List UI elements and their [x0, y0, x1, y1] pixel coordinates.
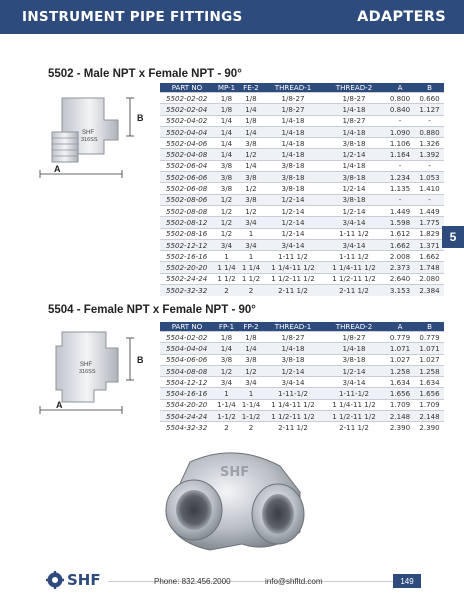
table-cell: 3/4	[239, 377, 263, 388]
table-cell: 3/8-18	[263, 183, 323, 194]
table-cell: 1/2	[214, 194, 239, 205]
table-cell: 1.258	[385, 365, 415, 376]
table-cell: 3/8	[214, 172, 239, 183]
table-cell: 1/2-14	[263, 365, 323, 376]
section-tab: 5	[442, 226, 464, 248]
table-cell: 1.027	[415, 354, 444, 365]
header-title-left: INSTRUMENT PIPE FITTINGS	[22, 9, 243, 25]
table-row	[160, 194, 444, 205]
table-cell: 1-1/2	[239, 411, 263, 422]
table-cell: 1.410	[415, 183, 444, 194]
table-cell: 1/2	[214, 217, 239, 228]
table-cell: 1-11 1/2	[263, 251, 323, 262]
table-cell: 2.373	[385, 262, 415, 273]
table-cell: 3/8	[214, 183, 239, 194]
table-cell: 5502-20-20	[160, 262, 214, 273]
table-cell: 5504-08-08	[160, 365, 214, 376]
column-header: A	[385, 83, 415, 93]
table-row	[160, 332, 444, 343]
table-cell: 1.127	[415, 104, 444, 115]
table-cell: 1/2-14	[323, 365, 385, 376]
table-cell: 1 1/2-11 1/2	[263, 411, 323, 422]
table-cell: 1	[239, 228, 263, 239]
table-cell: 3/8-18	[323, 194, 385, 205]
table-row	[160, 388, 444, 399]
table-cell: 1.071	[385, 343, 415, 354]
table-cell: 5502-04-04	[160, 126, 214, 137]
table-cell: 5502-02-04	[160, 104, 214, 115]
table-cell: 1.662	[415, 251, 444, 262]
table-cell: 2.390	[415, 422, 444, 433]
table-cell: 1/4	[239, 160, 263, 171]
table-cell: 1.326	[415, 138, 444, 149]
table-cell: 2	[239, 422, 263, 433]
table-cell: 1.598	[385, 217, 415, 228]
table-cell: 1-1/4	[239, 399, 263, 410]
table-cell: 1.090	[385, 126, 415, 137]
table-cell: 1.634	[385, 377, 415, 388]
table-row	[160, 126, 444, 137]
table-header-row	[160, 322, 444, 332]
table-cell: 1.258	[415, 365, 444, 376]
table-cell: 1/8-27	[263, 104, 323, 115]
gear-logo-icon	[46, 571, 64, 589]
table-cell: 1/8-27	[263, 93, 323, 104]
table-cell: 1-11-1/2	[263, 388, 323, 399]
table-cell: 1/4-18	[323, 160, 385, 171]
table-cell: 0.840	[385, 104, 415, 115]
table-header-row	[160, 83, 444, 93]
table-cell: -	[385, 194, 415, 205]
table-cell: -	[415, 194, 444, 205]
table-cell: 1/4-18	[263, 343, 323, 354]
table-cell: 5504-24-24	[160, 411, 214, 422]
table-cell: 2-11 1/2	[263, 422, 323, 433]
table-cell: 1 1/4-11 1/2	[263, 262, 323, 273]
table-cell: 1/4-18	[263, 149, 323, 160]
column-header: A	[385, 322, 415, 332]
table-cell: 1 1/4-11 1/2	[323, 399, 385, 410]
table-cell: -	[385, 115, 415, 126]
table-cell: 5504-02-02	[160, 332, 214, 343]
table-cell: 1/4-18	[323, 104, 385, 115]
table-cell: 5502-24-24	[160, 273, 214, 284]
table-cell: 5502-02-02	[160, 93, 214, 104]
column-header: FP-1	[214, 322, 239, 332]
table-row	[160, 149, 444, 160]
table-cell: 5502-06-04	[160, 160, 214, 171]
table-row	[160, 399, 444, 410]
table-cell: 5504-20-20	[160, 399, 214, 410]
column-header: FP-2	[239, 322, 263, 332]
table-cell: 1/8	[214, 93, 239, 104]
table-cell: 1/2	[214, 365, 239, 376]
dimension-a-label: A	[54, 164, 61, 174]
table-row	[160, 228, 444, 239]
column-header: B	[415, 322, 444, 332]
table-cell: 1/2	[214, 205, 239, 216]
table-row	[160, 104, 444, 115]
table-row	[160, 262, 444, 273]
table-cell: 2.148	[385, 411, 415, 422]
table-cell: 5504-12-12	[160, 377, 214, 388]
table-cell: 1 1/2-11 1/2	[323, 411, 385, 422]
table-cell: 2.384	[415, 285, 444, 296]
table-cell: 1.634	[415, 377, 444, 388]
table-cell: 5502-32-32	[160, 285, 214, 296]
table-cell: 1-1/4	[214, 399, 239, 410]
table-cell: 3/4-14	[263, 377, 323, 388]
table-cell: 1/2	[239, 149, 263, 160]
table-cell: 3/8	[239, 172, 263, 183]
figure-brand-text: SHF	[80, 362, 92, 368]
column-header: THREAD-2	[323, 83, 385, 93]
table-cell: 1/8	[239, 115, 263, 126]
table-cell: 1 1/2-11 1/2	[323, 273, 385, 284]
page-number: 149	[393, 574, 421, 588]
footer-rule	[108, 581, 393, 582]
table-cell: 1/4	[214, 149, 239, 160]
table-cell: 1.662	[385, 239, 415, 250]
table-cell: 3/8	[214, 160, 239, 171]
footer	[0, 566, 464, 596]
elbow-5502-drawing	[36, 92, 152, 180]
table-row	[160, 377, 444, 388]
table-cell: 1.775	[415, 217, 444, 228]
column-header: PART NO	[160, 83, 214, 93]
table-cell: 1/4-18	[263, 126, 323, 137]
column-header: THREAD-1	[263, 83, 323, 93]
table-cell: 3/4	[214, 377, 239, 388]
table-cell: 1/8-27	[263, 332, 323, 343]
figure-brand-text: SHF	[82, 130, 94, 136]
table-cell: 1.234	[385, 172, 415, 183]
table-cell: 2-11 1/2	[263, 285, 323, 296]
table-cell: 1/8	[239, 93, 263, 104]
table-cell: -	[415, 115, 444, 126]
table-cell: 1	[239, 251, 263, 262]
table-cell: 1/8	[239, 332, 263, 343]
column-header: THREAD-2	[323, 322, 385, 332]
table-cell: -	[415, 160, 444, 171]
table-row	[160, 365, 444, 376]
table-cell: 1.135	[385, 183, 415, 194]
footer-logo-text: SHF	[67, 571, 101, 589]
table-cell: 3/8	[214, 354, 239, 365]
table-row	[160, 354, 444, 365]
table-cell: 1/4	[239, 343, 263, 354]
table-cell: 3/8-18	[323, 354, 385, 365]
table-cell: 3/4-14	[323, 239, 385, 250]
table-cell: 1.656	[385, 388, 415, 399]
table-cell: 3/8	[239, 354, 263, 365]
table-cell: 2	[214, 285, 239, 296]
table-cell: 3/8-18	[323, 172, 385, 183]
table-cell: 1.748	[415, 262, 444, 273]
table-row	[160, 183, 444, 194]
table-cell: 1/4-18	[263, 115, 323, 126]
column-header: FE-2	[239, 83, 263, 93]
table-cell: 1/2-14	[323, 149, 385, 160]
table-row	[160, 205, 444, 216]
table-row	[160, 93, 444, 104]
table-cell: 1/4-18	[263, 138, 323, 149]
table-cell: 2	[239, 285, 263, 296]
table-cell: 1/2-14	[263, 205, 323, 216]
footer-email[interactable]: info@shfltd.com	[265, 577, 323, 586]
table-cell: 5504-06-06	[160, 354, 214, 365]
table-row	[160, 217, 444, 228]
table-cell: 1.449	[385, 205, 415, 216]
table-cell: 1/4-18	[323, 343, 385, 354]
table-cell: 5502-12-12	[160, 239, 214, 250]
dimension-b-label: B	[137, 113, 144, 123]
table-cell: 5504-04-04	[160, 343, 214, 354]
header-bar	[0, 0, 464, 34]
elbow-5504-drawing	[36, 328, 152, 416]
table-cell: 3/4-14	[323, 217, 385, 228]
table-cell: 1/8-27	[323, 332, 385, 343]
dimension-a-label: A	[56, 400, 63, 410]
table-cell: 1.656	[415, 388, 444, 399]
table-cell: 5502-08-08	[160, 205, 214, 216]
table-cell: 5502-04-02	[160, 115, 214, 126]
table-cell: 1.027	[385, 354, 415, 365]
column-header: PART NO	[160, 322, 214, 332]
table-cell: 1/8-27	[323, 115, 385, 126]
photo-brand-mark: SHF	[220, 465, 250, 480]
spec-table-5504	[160, 322, 444, 433]
table-cell: 2.640	[385, 273, 415, 284]
table-cell: 1/4	[214, 115, 239, 126]
table-cell: 1 1/2	[214, 273, 239, 284]
table-row	[160, 239, 444, 250]
table-cell: 1 1/4-11 1/2	[263, 399, 323, 410]
table-cell: 1 1/4	[239, 262, 263, 273]
table-cell: 3/4-14	[323, 377, 385, 388]
spec-table-5502	[160, 83, 444, 296]
table-cell: 1 1/4	[214, 262, 239, 273]
column-header: B	[415, 83, 444, 93]
table-cell: 1.449	[415, 205, 444, 216]
table-cell: 1.612	[385, 228, 415, 239]
table-cell: 1/4	[239, 126, 263, 137]
table-cell: 1-11 1/2	[323, 251, 385, 262]
column-header: THREAD-1	[263, 322, 323, 332]
table-row	[160, 138, 444, 149]
table-cell: 3/8-18	[263, 160, 323, 171]
table-cell: 1 1/2	[239, 273, 263, 284]
table-row	[160, 343, 444, 354]
table-cell: 2.008	[385, 251, 415, 262]
table-row	[160, 251, 444, 262]
table-row	[160, 172, 444, 183]
table-cell: 1.053	[415, 172, 444, 183]
table-row	[160, 285, 444, 296]
section-title-5502: 5502 - Male NPT x Female NPT - 90°	[48, 68, 242, 80]
table-cell: 5502-08-16	[160, 228, 214, 239]
table-cell: 2	[214, 422, 239, 433]
product-photo-elbow	[150, 432, 320, 560]
table-cell: 2.080	[415, 273, 444, 284]
table-cell: 3/4	[239, 217, 263, 228]
table-cell: 2.390	[385, 422, 415, 433]
header-title-right: ADAPTERS	[357, 9, 446, 25]
table-cell: 5502-06-06	[160, 172, 214, 183]
table-cell: 1/4	[239, 104, 263, 115]
table-cell: 1.829	[415, 228, 444, 239]
table-cell: 5502-08-06	[160, 194, 214, 205]
table-cell: 2.148	[415, 411, 444, 422]
table-cell: 5502-04-06	[160, 138, 214, 149]
table-cell: 1-11-1/2	[323, 388, 385, 399]
table-cell: 1/4-18	[323, 126, 385, 137]
dimension-b-label: B	[137, 355, 144, 365]
footer-logo	[46, 571, 101, 589]
table-cell: 5502-16-16	[160, 251, 214, 262]
table-cell: 1/2	[214, 228, 239, 239]
table-cell: -	[385, 160, 415, 171]
table-cell: 1/4	[214, 138, 239, 149]
table-cell: 3/8-18	[263, 172, 323, 183]
table-cell: 1/2	[239, 183, 263, 194]
table-cell: 1.709	[385, 399, 415, 410]
table-cell: 1.392	[415, 149, 444, 160]
figure-material-text: 316SS	[79, 369, 96, 375]
table-cell: 3/8	[239, 138, 263, 149]
table-cell: 1-1/2	[214, 411, 239, 422]
table-cell: 5504-32-32	[160, 422, 214, 433]
table-cell: 1/4	[214, 126, 239, 137]
table-cell: 0.880	[415, 126, 444, 137]
table-cell: 1 1/4-11 1/2	[323, 262, 385, 273]
table-cell: 0.660	[415, 93, 444, 104]
table-cell: 1/4	[214, 343, 239, 354]
table-cell: 5504-16-16	[160, 388, 214, 399]
table-cell: 3.153	[385, 285, 415, 296]
table-cell: 1	[214, 251, 239, 262]
table-cell: 1/2	[239, 205, 263, 216]
column-header: MP-1	[214, 83, 239, 93]
table-cell: 1/2-14	[263, 228, 323, 239]
table-cell: 1.164	[385, 149, 415, 160]
table-row	[160, 115, 444, 126]
table-cell: 5502-04-08	[160, 149, 214, 160]
table-cell: 1/8	[214, 332, 239, 343]
table-cell: 1 1/2-11 1/2	[263, 273, 323, 284]
section-title-5504: 5504 - Female NPT x Female NPT - 90°	[48, 304, 256, 316]
table-cell: 1/8-27	[323, 93, 385, 104]
table-cell: 2-11 1/2	[323, 422, 385, 433]
table-cell: 3/4	[239, 239, 263, 250]
table-cell: 3/8-18	[323, 138, 385, 149]
table-cell: 1-11 1/2	[323, 228, 385, 239]
table-cell: 1	[214, 388, 239, 399]
table-cell: 3/8-18	[263, 354, 323, 365]
figure-material-text: 316SS	[81, 137, 98, 143]
table-row	[160, 411, 444, 422]
table-cell: 3/4	[214, 239, 239, 250]
table-cell: 0.779	[415, 332, 444, 343]
table-cell: 1.709	[415, 399, 444, 410]
table-cell: 1.371	[415, 239, 444, 250]
table-cell: 1/2	[239, 365, 263, 376]
table-cell: 1/8	[214, 104, 239, 115]
table-cell: 1/2-14	[323, 183, 385, 194]
table-cell: 1/2-14	[263, 194, 323, 205]
table-cell: 5502-08-12	[160, 217, 214, 228]
table-cell: 1.106	[385, 138, 415, 149]
footer-phone[interactable]: Phone: 832.456.2000	[154, 577, 231, 586]
table-cell: 2-11 1/2	[323, 285, 385, 296]
table-row	[160, 273, 444, 284]
table-cell: 3/8	[239, 194, 263, 205]
table-row	[160, 160, 444, 171]
table-cell: 1.071	[415, 343, 444, 354]
table-cell: 1/2-14	[323, 205, 385, 216]
table-cell: 0.779	[385, 332, 415, 343]
table-cell: 1	[239, 388, 263, 399]
table-cell: 1/2-14	[263, 217, 323, 228]
table-cell: 0.800	[385, 93, 415, 104]
table-cell: 5502-06-08	[160, 183, 214, 194]
table-cell: 3/4-14	[263, 239, 323, 250]
